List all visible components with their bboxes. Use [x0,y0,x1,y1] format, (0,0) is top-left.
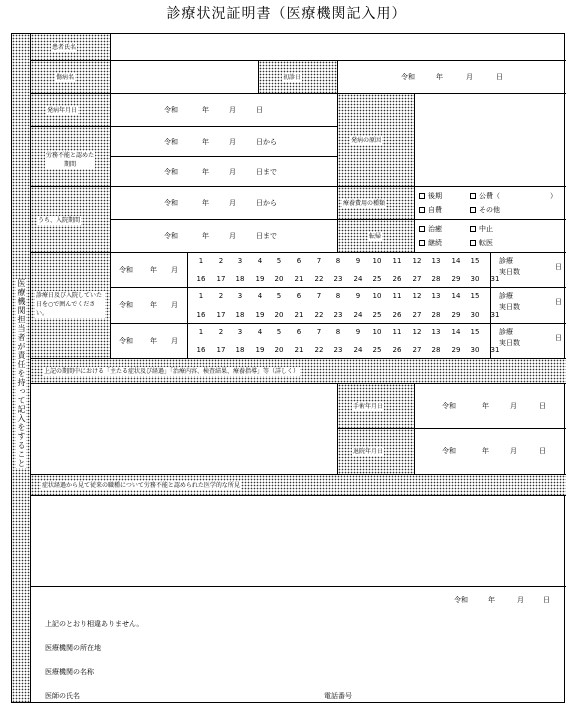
opinion-field[interactable] [31,496,566,587]
calendar-day[interactable]: 12 [412,257,422,265]
era-label: 令和 [442,447,456,455]
month-label: 月 [229,199,236,207]
calendar-day[interactable]: 7 [316,257,322,265]
outcome-option-transferred[interactable]: 転医 [470,239,493,248]
calendar-day[interactable]: 18 [235,275,245,283]
onset-date-label-cell [31,94,111,127]
discharge-date-label-cell [338,429,415,475]
month-label: 月 [171,337,178,345]
calendar-day[interactable]: 8 [335,292,341,300]
calendar-day[interactable]: 10 [372,292,382,300]
month-label: 月 [517,596,524,604]
to-suffix: 日まで [256,232,277,240]
patient-name-field[interactable] [111,34,566,61]
year-label: 年 [488,596,495,604]
calendar-day[interactable]: 29 [451,311,461,319]
calendar-day[interactable]: 30 [470,346,480,354]
calendar-day[interactable]: 13 [431,257,441,265]
calendar-day[interactable]: 31 [490,311,500,319]
calendar-day[interactable]: 17 [216,311,226,319]
calendar-day[interactable]: 16 [196,346,206,354]
calendar-day[interactable]: 22 [314,275,324,283]
certify-text: 上記のとおり相違ありません。 [45,620,144,628]
calendar-day[interactable]: 14 [451,292,461,300]
category-option-public[interactable]: 公費（ [470,192,500,201]
checkbox[interactable] [419,240,425,246]
checkbox[interactable] [470,226,476,232]
calendar-day[interactable]: 26 [392,275,402,283]
era-label: 令和 [454,596,468,604]
calendar-day[interactable]: 21 [294,275,304,283]
checkbox[interactable] [470,207,476,213]
year-label: 年 [482,447,489,455]
calendar-day[interactable]: 19 [255,346,265,354]
era-label: 令和 [164,232,178,240]
work-incapacity-label: 労務不能と認めた期間 [46,152,95,168]
calendar-day[interactable]: 14 [451,257,461,265]
calendar-day[interactable]: 11 [392,328,402,336]
calendar-day[interactable]: 22 [314,346,324,354]
month-label: 月 [229,168,236,176]
calendar-day[interactable]: 13 [431,292,441,300]
from-suffix: 日から [256,138,277,146]
actual-days-field[interactable] [491,253,566,288]
day-label: 日 [539,402,546,410]
calendar-day[interactable]: 23 [333,346,343,354]
calendar-day[interactable]: 28 [431,311,441,319]
disease-name-label-cell [31,61,111,94]
facility-label: 医療機関の名称 [45,668,94,676]
calendar-day[interactable]: 2 [218,257,224,265]
calendar-day[interactable]: 20 [274,311,284,319]
category-options [415,187,566,220]
calendar-day[interactable]: 11 [392,292,402,300]
calendar-day[interactable]: 12 [412,328,422,336]
calendar-day[interactable]: 29 [451,275,461,283]
calendar-day[interactable]: 19 [255,311,265,319]
treatment-label: 上記の期間中における「主たる症状及び経過」「治療内容、検査結果、療養指導」等（詳しく） [44,368,300,375]
day-label: 日 [543,596,550,604]
year-label: 年 [202,232,209,240]
actual-days-field[interactable] [491,288,566,324]
phone-label: 電話番号 [324,692,352,700]
calendar-day[interactable]: 1 [198,328,204,336]
calendar-day[interactable]: 22 [314,311,324,319]
calendar-day[interactable]: 7 [316,328,322,336]
actual-days-sublabel: 実日数 [499,303,520,311]
calendar-day[interactable]: 29 [451,346,461,354]
year-label: 年 [202,106,209,114]
calendar-day[interactable]: 16 [196,275,206,283]
calendar-day[interactable]: 3 [237,257,243,265]
address-label: 医療機関の所在地 [45,644,101,652]
surgery-date-label: 手術年月日 [353,403,384,410]
calendar-day[interactable]: 31 [490,275,500,283]
onset-date-field[interactable] [111,94,338,127]
calendar-day[interactable]: 2 [218,328,224,336]
discharge-date-label: 退院年月日 [353,448,384,455]
calendar-day[interactable]: 10 [372,328,382,336]
month-label: 月 [171,266,178,274]
calendar-day[interactable]: 4 [257,292,263,300]
to-suffix: 日まで [256,168,277,176]
calendar-month-field[interactable] [111,253,188,288]
outcome-option-discontinued[interactable]: 中止 [470,225,493,234]
year-label: 年 [150,301,157,309]
calendar-day[interactable]: 5 [276,257,282,265]
calendar-day[interactable]: 9 [355,328,361,336]
calendar-day[interactable]: 6 [296,292,302,300]
calendar-day[interactable]: 15 [470,292,480,300]
category-label-cell [338,187,415,220]
calendar-day[interactable]: 21 [294,311,304,319]
first-visit-date-field[interactable] [338,61,566,94]
opinion-label: 症状経過から見て従来の職種について労務不能と認められた医学的な所見 [42,482,240,489]
calendar-day[interactable]: 17 [216,275,226,283]
month-label: 月 [466,73,473,81]
actual-days-label: 診療 [499,292,513,300]
month-label: 月 [510,402,517,410]
era-label: 令和 [119,301,133,309]
outcome-label-cell [338,220,415,253]
calendar-day[interactable]: 30 [470,311,480,319]
cause-field[interactable] [415,94,566,187]
from-suffix: 日から [256,199,277,207]
checkbox[interactable] [470,193,476,199]
calendar-day[interactable]: 24 [353,311,363,319]
era-label: 令和 [119,337,133,345]
calendar-day[interactable]: 4 [257,257,263,265]
calendar-day[interactable]: 28 [431,275,441,283]
calendar-day[interactable]: 9 [355,257,361,265]
checkbox[interactable] [419,207,425,213]
calendar-day[interactable]: 14 [451,328,461,336]
calendar-day[interactable]: 21 [294,346,304,354]
calendar-day[interactable]: 17 [216,346,226,354]
year-label: 年 [202,199,209,207]
calendar-day[interactable]: 7 [316,292,322,300]
calendar-day[interactable]: 16 [196,311,206,319]
year-label: 年 [202,168,209,176]
day-label: 日 [539,447,546,455]
hospitalization-to-field[interactable] [111,220,338,253]
calendar-day[interactable]: 8 [335,257,341,265]
calendar-day[interactable]: 6 [296,328,302,336]
year-label: 年 [482,402,489,410]
calendar-day-grid [188,324,500,359]
calendar-day[interactable]: 27 [412,311,422,319]
calendar-day[interactable]: 27 [412,275,422,283]
calendar-day[interactable]: 8 [335,328,341,336]
month-label: 月 [229,106,236,114]
month-label: 月 [229,232,236,240]
public-close-paren: ） [550,192,557,200]
actual-days-field[interactable] [491,324,566,359]
calendar-day[interactable]: 9 [355,292,361,300]
month-label: 月 [510,447,517,455]
calendar-day[interactable]: 26 [392,346,402,354]
first-visit-label-cell [259,61,338,94]
calendar-day[interactable]: 30 [470,275,480,283]
calendar-day-grid [188,253,500,288]
calendar-day[interactable]: 18 [235,311,245,319]
surgery-date-field[interactable] [415,384,566,429]
era-label: 令和 [401,73,415,81]
checkbox[interactable] [419,193,425,199]
calendar-day[interactable]: 4 [257,328,263,336]
category-option-other[interactable]: その他 [470,206,500,215]
page-title: 診療状況証明書（医療機関記入用） [166,6,407,22]
patient-name-label-cell [31,34,111,61]
calendar-day[interactable]: 3 [237,328,243,336]
days-unit: 日 [555,334,562,342]
calendar-day[interactable]: 23 [333,311,343,319]
calendar-day[interactable]: 19 [255,275,265,283]
calendar-month-field[interactable] [111,324,188,359]
treatment-label-cell [31,359,566,384]
calendar-day[interactable]: 1 [198,292,204,300]
calendar-day[interactable]: 2 [218,292,224,300]
surgery-date-label-cell [338,384,415,429]
hospitalization-from-field[interactable] [111,187,338,220]
day-label: 日 [496,73,503,81]
era-label: 令和 [164,106,178,114]
calendar-day[interactable]: 5 [276,292,282,300]
disease-name-field[interactable] [111,61,259,94]
outcome-option-cured[interactable]: 治癒 [419,225,442,234]
year-label: 年 [436,73,443,81]
calendar-day[interactable]: 3 [237,292,243,300]
calendar-day[interactable]: 15 [470,328,480,336]
outcome-label: 転帰 [369,233,382,240]
visit-days-label-cell [31,253,111,359]
calendar-day[interactable]: 20 [274,346,284,354]
month-label: 月 [171,301,178,309]
side-strip [12,34,31,702]
calendar-day[interactable]: 25 [372,275,382,283]
hospitalization-label-cell [31,187,111,253]
calendar-day[interactable]: 25 [372,311,382,319]
calendar-day[interactable]: 31 [490,346,500,354]
calendar-day[interactable]: 26 [392,311,402,319]
discharge-date-field[interactable] [415,429,566,475]
days-unit: 日 [555,298,562,306]
actual-days-sublabel: 実日数 [499,339,520,347]
calendar-day[interactable]: 10 [372,257,382,265]
days-unit: 日 [555,263,562,271]
visit-days-label: 診療日及び入院していた日を○で囲んでください。 [35,291,105,318]
day-label: 日 [256,106,263,114]
checkbox[interactable] [419,226,425,232]
calendar-day[interactable]: 28 [431,346,441,354]
category-option-self-pay[interactable]: 自費 [419,206,442,215]
calendar-day[interactable]: 24 [353,275,363,283]
opinion-label-cell [31,475,566,496]
actual-days-label: 診療 [499,328,513,336]
side-note: 医療機関担当者が責任を持って記入をすること [17,279,26,468]
patient-name-label: 患者氏名 [52,44,77,51]
calendar-day[interactable]: 18 [235,346,245,354]
category-label: 療養費用の種類 [343,200,386,207]
calendar-day[interactable]: 6 [296,257,302,265]
calendar-day-grid [188,288,500,324]
calendar-day[interactable]: 5 [276,328,282,336]
calendar-day[interactable]: 23 [333,275,343,283]
actual-days-label: 診療 [499,257,513,265]
era-label: 令和 [442,402,456,410]
era-label: 令和 [119,266,133,274]
year-label: 年 [202,138,209,146]
checkbox[interactable] [470,240,476,246]
disease-name-label: 傷病名 [56,74,75,81]
work-incapacity-to-field[interactable] [111,157,338,187]
calendar-day[interactable]: 20 [274,275,284,283]
actual-days-sublabel: 実日数 [499,268,520,276]
outcome-option-continuing[interactable]: 継続 [419,239,442,248]
category-option-late-elderly[interactable]: 後期 [419,192,442,201]
month-label: 月 [229,138,236,146]
work-incapacity-from-field[interactable] [111,127,338,157]
calendar-day[interactable]: 11 [392,257,402,265]
era-label: 令和 [164,138,178,146]
calendar-day[interactable]: 25 [372,346,382,354]
calendar-day[interactable]: 1 [198,257,204,265]
certificate-form [11,33,565,703]
year-label: 年 [150,337,157,345]
first-visit-label: 初診日 [283,74,302,81]
calendar-day[interactable]: 15 [470,257,480,265]
cause-label-cell [338,94,415,187]
calendar-day[interactable]: 27 [412,346,422,354]
calendar-month-field[interactable] [111,288,188,324]
work-incapacity-label-cell [31,127,111,187]
year-label: 年 [150,266,157,274]
calendar-day[interactable]: 24 [353,346,363,354]
era-label: 令和 [164,199,178,207]
onset-date-label: 発病年月日 [47,107,78,114]
calendar-day[interactable]: 12 [412,292,422,300]
signature-block [31,587,566,704]
calendar-day[interactable]: 13 [431,328,441,336]
cause-label: 発病の原因 [351,137,382,144]
doctor-label: 医師の氏名 [45,692,80,700]
outcome-options [415,220,566,253]
hospitalization-label: うち、入院期間 [38,217,81,224]
treatment-field[interactable] [31,384,338,475]
era-label: 令和 [164,168,178,176]
